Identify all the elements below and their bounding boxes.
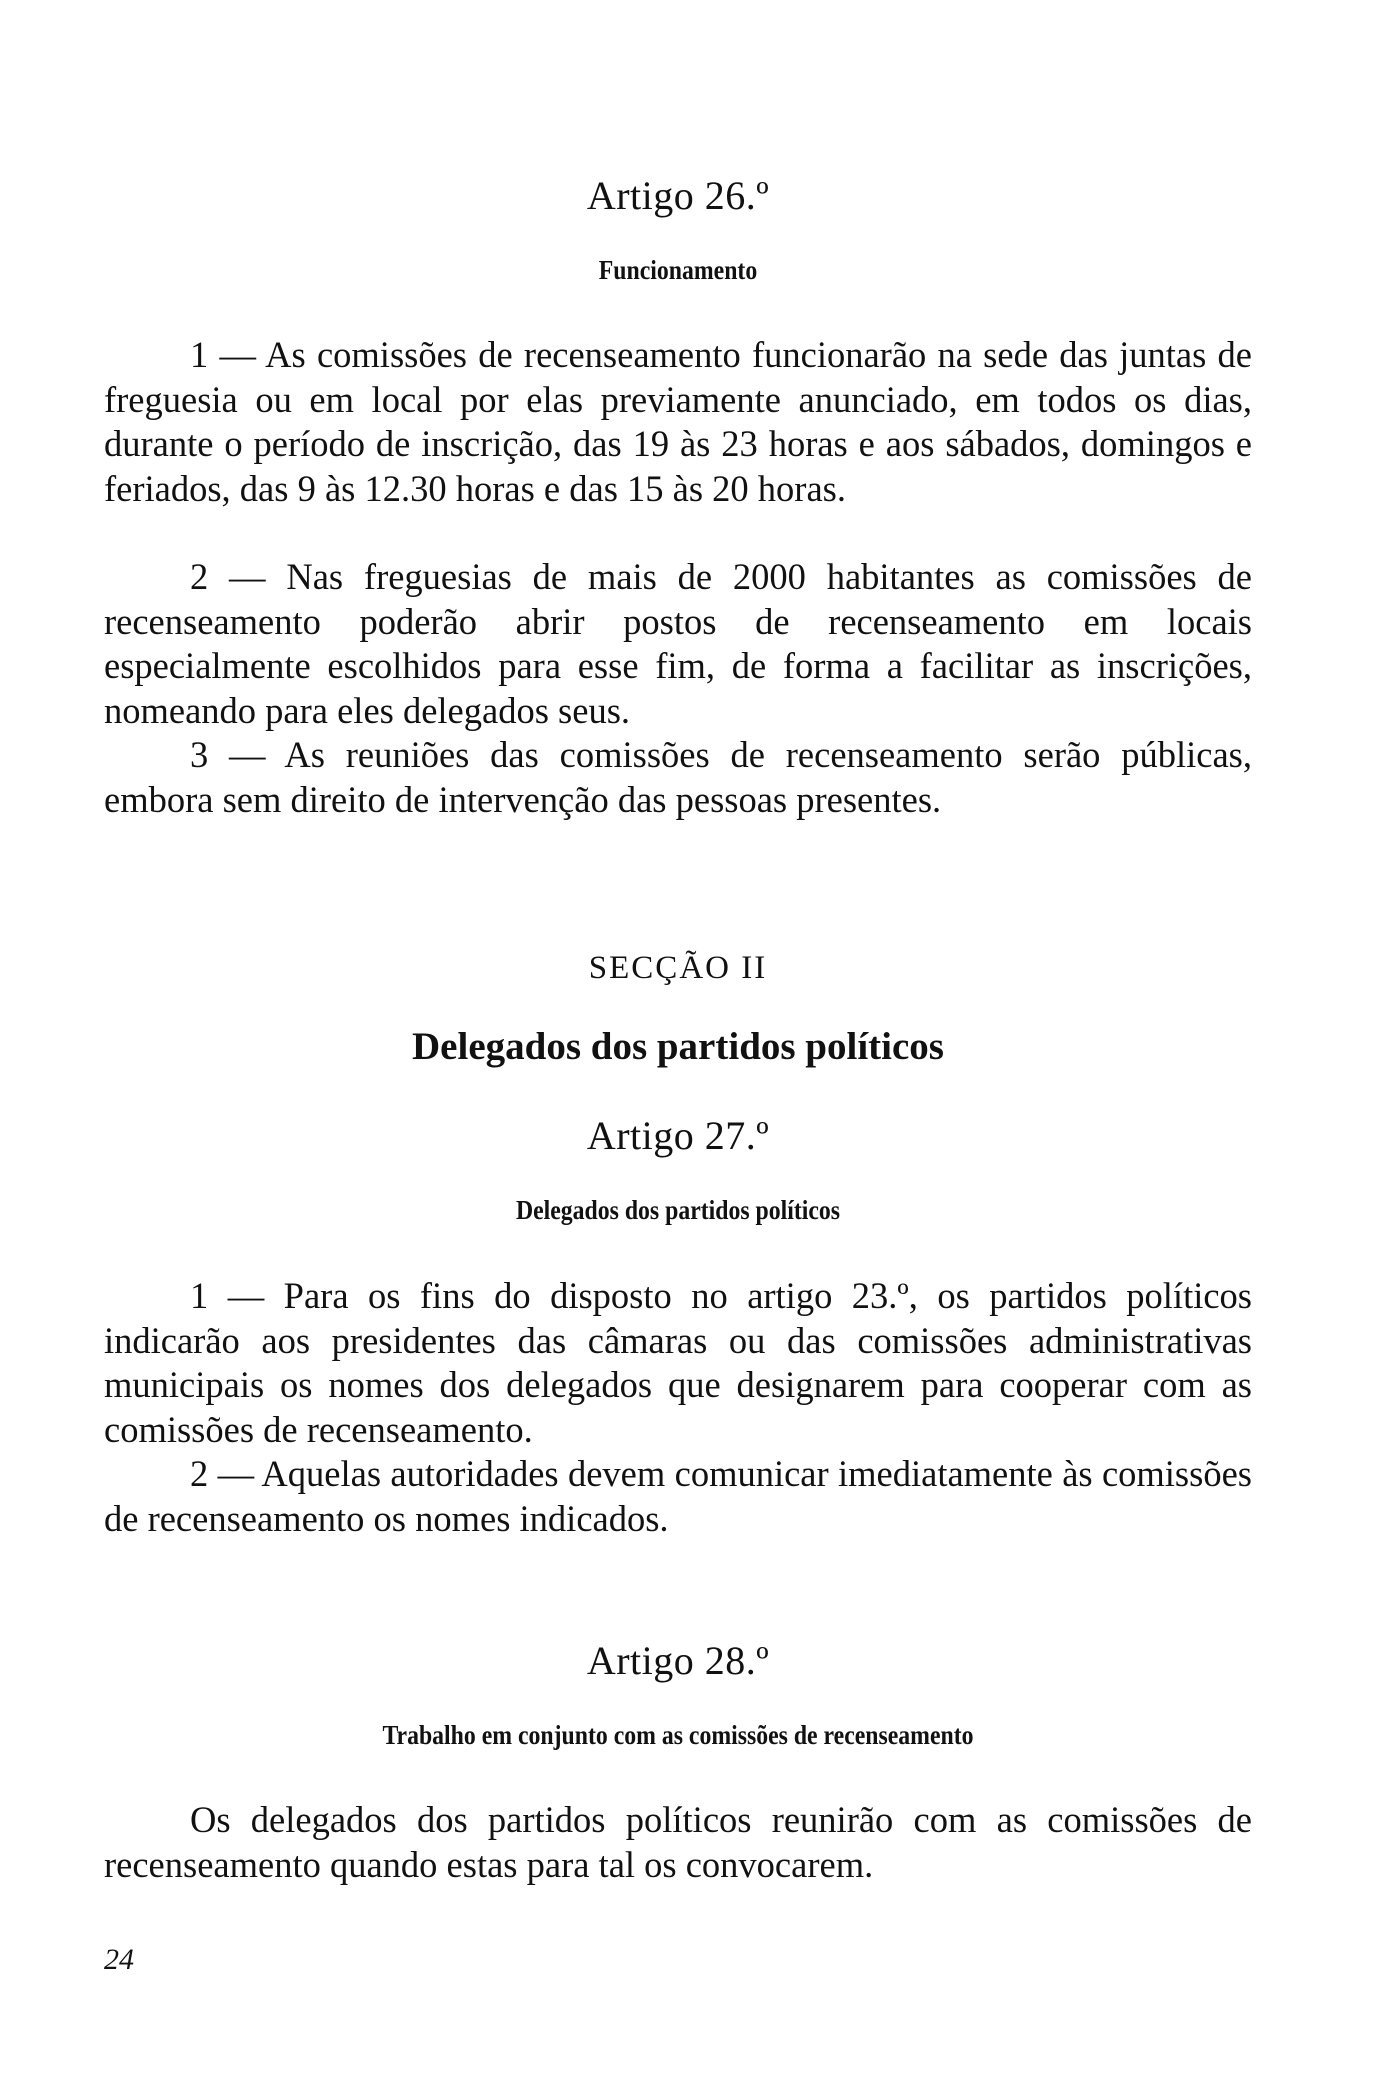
- article-28-subtitle: Trabalho em conjunto com as comissões de recenseamento: [382, 1720, 974, 1750]
- article-26-paragraph-1: 1 — As comissões de recenseamento funcionarão na sede das juntas de freguesia ou em local por elas previamente anunciado, em todos os dias, durante o período de inscrição, das 19 às 23 horas e aos sábados, domingos e feriados, das 9 às 12.30 horas e das 15 às 20 horas.: [104, 334, 1252, 509]
- article-27-title: Artigo 27.º: [586, 1113, 770, 1158]
- article-26-title: Artigo 26.º: [586, 173, 770, 218]
- article-27-paragraph-2: 2 — Aquelas autoridades devem comunicar imediatamente às comissões de recenseamento os nomes indicados.: [104, 1453, 1252, 1539]
- section-title: Delegados dos partidos políticos: [412, 1025, 944, 1068]
- document-page: [104, 0, 1252, 2096]
- article-28-title: Artigo 28.º: [586, 1638, 770, 1683]
- article-26-paragraph-3: 3 — As reuniões das comissões de recenseamento serão públicas, embora sem direito de intervenção das pessoas presentes.: [104, 734, 1252, 820]
- article-27-subtitle: Delegados dos partidos políticos: [515, 1195, 841, 1225]
- article-26-paragraph-2: 2 — Nas freguesias de mais de 2000 habitantes as comissões de recenseamento poderão abrir postos de recenseamento em locais especialmente escolhidos para esse fim, de forma a facilitar as inscrições, nomeando para eles delegados seus.: [104, 556, 1252, 731]
- article-26-subtitle: Funcionamento: [598, 255, 758, 285]
- section-label: SECÇÃO II: [588, 950, 768, 986]
- article-28-paragraph-1: Os delegados dos partidos políticos reunirão com as comissões de recenseamento quando estas para tal os convocarem.: [104, 1799, 1252, 1885]
- article-27-paragraph-1: 1 — Para os fins do disposto no artigo 23.º, os partidos políticos indicarão aos presidentes das câmaras ou das comissões administrativas municipais os nomes dos delegados que designarem para cooperar com as comissões de recenseamento.: [104, 1275, 1252, 1450]
- page-number: 24: [104, 1943, 134, 1976]
